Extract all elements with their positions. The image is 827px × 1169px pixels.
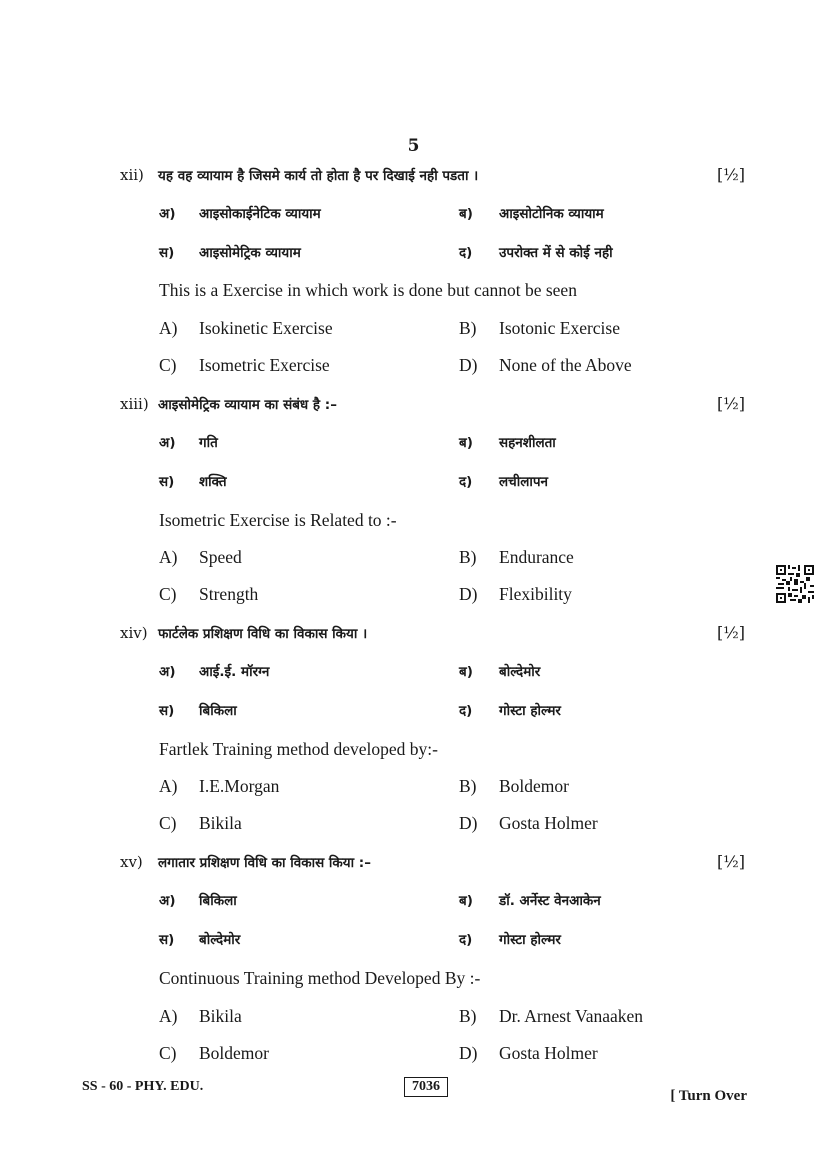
option-text: Strength (199, 584, 259, 604)
option (159, 355, 459, 376)
option (459, 547, 759, 568)
option-label: D) (459, 355, 478, 375)
option-label: C) (159, 1043, 177, 1063)
question-number: xiii) (120, 395, 149, 413)
question-xiv (120, 623, 745, 663)
option-text: Bikila (199, 813, 242, 833)
option-text: Isotonic Exercise (499, 318, 620, 338)
option-label: अ) (159, 206, 176, 222)
options-row (159, 318, 759, 342)
option (459, 776, 759, 797)
option-label: A) (159, 318, 178, 338)
question-text-english: Continuous Training method Developed By :- (159, 968, 481, 988)
option-text: Gosta Holmer (499, 813, 598, 833)
option-text: Boldemor (199, 1043, 269, 1063)
option-label: B) (459, 776, 477, 796)
option (459, 355, 759, 376)
option-label: अ) (159, 893, 176, 909)
option-label: स) (159, 474, 175, 490)
options-row (159, 1006, 759, 1030)
option-text: गति (199, 435, 218, 451)
question-number: xv) (120, 853, 143, 871)
turn-over: [ Turn Over (670, 1088, 747, 1104)
option (159, 662, 459, 680)
option (459, 318, 759, 339)
options-row (159, 472, 759, 496)
option (159, 584, 459, 605)
option-label: C) (159, 813, 177, 833)
center-code: 7036 (404, 1077, 448, 1097)
option-label: C) (159, 355, 177, 375)
option-text: सहनशीलता (499, 435, 556, 451)
option (459, 701, 759, 719)
option (159, 701, 459, 719)
option-text: गोस्टा होल्मर (499, 932, 561, 948)
option-label: ब) (459, 893, 473, 909)
question-text-hindi: फार्टलेक प्रशिक्षण विधि का विकास किया । (158, 626, 368, 642)
marks-label: [½] (717, 394, 745, 413)
qr-code-icon (776, 565, 814, 603)
option-text: Bikila (199, 1006, 242, 1026)
question-text-hindi: यह वह व्यायाम है जिसमे कार्य तो होता है पर दिखाई नही पडता । (158, 168, 479, 184)
option-label: स) (159, 932, 175, 948)
option-label: अ) (159, 664, 176, 680)
option-text: I.E.Morgan (199, 776, 280, 796)
option-text: Speed (199, 547, 242, 567)
option-text: बोल्देमोर (499, 664, 541, 680)
option-text: None of the Above (499, 355, 632, 375)
question-text-english: Fartlek Training method developed by:- (159, 739, 438, 759)
question-text-english: This is a Exercise in which work is done but cannot be seen (159, 280, 577, 300)
paper-code: SS - 60 - PHY. EDU. (82, 1079, 204, 1094)
option-label: B) (459, 547, 477, 567)
option-text: Isokinetic Exercise (199, 318, 333, 338)
option-label: B) (459, 318, 477, 338)
marks-label: [½] (717, 852, 745, 871)
option (159, 1043, 459, 1064)
option (159, 776, 459, 797)
options-row (159, 662, 759, 686)
question-text-hindi: लगातार प्रशिक्षण विधि का विकास किया :– (158, 855, 371, 871)
option-text: बिकिला (199, 703, 237, 719)
option (159, 1006, 459, 1027)
option-text: Dr. Arnest Vanaaken (499, 1006, 644, 1026)
options-row (159, 433, 759, 457)
option-label: द) (459, 245, 473, 261)
option-label: स) (159, 703, 175, 719)
option-label: ब) (459, 435, 473, 451)
option-text: Isometric Exercise (199, 355, 330, 375)
option-label: D) (459, 584, 478, 604)
option (459, 662, 759, 680)
options-row (159, 1043, 759, 1067)
option-label: अ) (159, 435, 176, 451)
options-row (159, 930, 759, 954)
option (159, 318, 459, 339)
option-text: Gosta Holmer (499, 1043, 598, 1063)
question-xii (120, 165, 745, 205)
option-label: A) (159, 1006, 178, 1026)
option-label: द) (459, 703, 473, 719)
question-number: xiv) (120, 624, 148, 642)
option (459, 472, 759, 490)
question-xiii (120, 394, 745, 434)
option-label: स) (159, 245, 175, 261)
option-label: B) (459, 1006, 477, 1026)
page-number: 5 (407, 136, 420, 156)
option-label: D) (459, 1043, 478, 1063)
option-text: बिकिला (199, 893, 237, 909)
option (459, 891, 759, 909)
option-text: लचीलापन (499, 474, 549, 490)
options-row (159, 776, 759, 800)
option-text: उपरोक्त में से कोई नही (499, 245, 613, 261)
option (159, 891, 459, 909)
option-text: आई.ई. मॉरग्न (199, 664, 270, 680)
question-xv (120, 852, 745, 892)
options-row (159, 204, 759, 228)
option-text: आइसोकाईनेटिक व्यायाम (199, 206, 321, 222)
option (159, 813, 459, 834)
options-row (159, 891, 759, 915)
option (459, 1006, 759, 1027)
marks-label: [½] (717, 165, 745, 184)
option (459, 813, 759, 834)
options-row (159, 701, 759, 725)
option (159, 204, 459, 222)
option (459, 930, 759, 948)
option-text: Endurance (499, 547, 574, 567)
option (159, 547, 459, 568)
options-row (159, 813, 759, 837)
option-label: A) (159, 547, 178, 567)
option-label: C) (159, 584, 177, 604)
option (159, 433, 459, 451)
options-row (159, 355, 759, 379)
option-text: बोल्देमोर (199, 932, 241, 948)
option-text: गोस्टा होल्मर (499, 703, 561, 719)
option-text: आइसोटोनिक व्यायाम (499, 206, 604, 222)
option (459, 433, 759, 451)
option-text: डॉ. अर्नेस्ट वेनआकेन (499, 893, 601, 909)
option (459, 243, 759, 261)
option (459, 204, 759, 222)
option (159, 243, 459, 261)
question-number: xii) (120, 166, 144, 184)
option (159, 930, 459, 948)
option-text: आइसोमेट्रिक व्यायाम (199, 245, 301, 261)
option (159, 472, 459, 490)
option-label: A) (159, 776, 178, 796)
option (459, 584, 759, 605)
option-label: द) (459, 932, 473, 948)
option-label: D) (459, 813, 478, 833)
question-text-english: Isometric Exercise is Related to :- (159, 510, 397, 530)
option-text: शक्ति (199, 474, 227, 490)
option-label: ब) (459, 206, 473, 222)
marks-label: [½] (717, 623, 745, 642)
option-text: Boldemor (499, 776, 569, 796)
option-label: द) (459, 474, 473, 490)
option-label: ब) (459, 664, 473, 680)
options-row (159, 243, 759, 267)
option-text: Flexibility (499, 584, 572, 604)
question-text-hindi: आइसोमेट्रिक व्यायाम का संबंध है :– (158, 397, 337, 413)
options-row (159, 584, 759, 608)
option (459, 1043, 759, 1064)
options-row (159, 547, 759, 571)
